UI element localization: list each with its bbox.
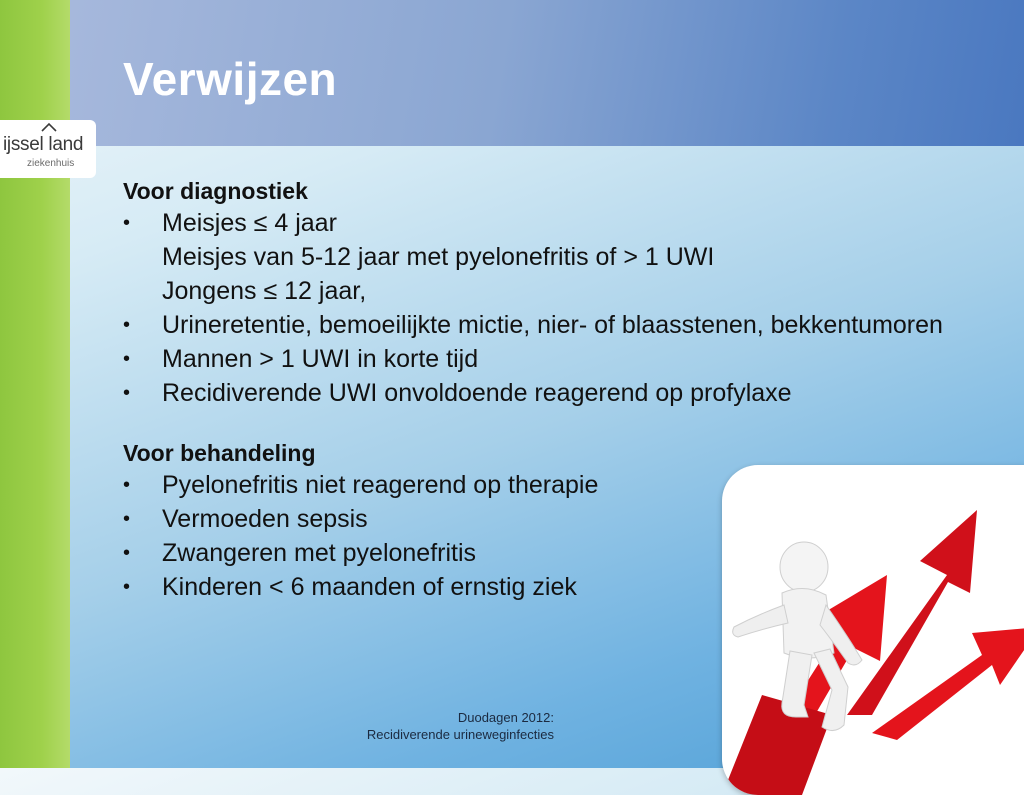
list-item-text: Urineretentie, bemoeilijkte mictie, nier- of blaasstenen, bekkentumoren: [162, 311, 943, 339]
slide-title: Verwijzen: [123, 53, 338, 105]
list-item-text: Meisjes ≤ 4 jaar: [162, 209, 337, 237]
bullet: •: [123, 474, 131, 496]
footer-line-1: Duodagen 2012:: [457, 710, 554, 725]
logo-name: ijssel land: [3, 134, 84, 155]
bullet: •: [123, 314, 131, 336]
bullet: •: [123, 508, 131, 530]
section-heading-diagnostics: Voor diagnostiek: [123, 178, 308, 204]
crossroads-illustration: [722, 465, 1024, 795]
list-item-text: Recidiverende UWI onvoldoende reagerend op profylaxe: [162, 379, 792, 407]
bullet: •: [123, 212, 131, 234]
logo-subtitle: ziekenhuis: [27, 158, 75, 169]
list-item-text: Vermoeden sepsis: [162, 505, 368, 533]
list-item-text: Meisjes van 5-12 jaar met pyelonefritis of > 1 UWI: [162, 243, 715, 271]
list-item-text: Zwangeren met pyelonefritis: [162, 539, 477, 567]
list-item-text: Kinderen < 6 maanden of ernstig ziek: [162, 573, 577, 601]
list-item: [123, 278, 983, 305]
list-item: [123, 312, 983, 339]
slide-footer: [367, 709, 554, 743]
list-item-text: Mannen > 1 UWI in korte tijd: [162, 345, 479, 373]
list-item: [123, 346, 983, 373]
roof-icon: [41, 122, 57, 132]
list-item: [123, 380, 983, 407]
footer-line-2: Recidiverende urineweginfecties: [366, 727, 554, 742]
list-item: [123, 210, 983, 237]
bullet: •: [123, 382, 131, 404]
bullet: •: [123, 348, 131, 370]
section-heading-treatment: Voor behandeling: [123, 440, 316, 466]
list-item-text: Jongens ≤ 12 jaar,: [162, 277, 367, 305]
list-item: [123, 244, 983, 271]
bullet: •: [123, 542, 131, 564]
section-gap: [123, 414, 983, 438]
hospital-logo: [0, 120, 96, 178]
figure-crossroads-arrows-icon: [722, 465, 1024, 795]
bullet: •: [123, 576, 131, 598]
list-item-text: Pyelonefritis niet reagerend op therapie: [162, 471, 599, 499]
side-accent-bar: [0, 0, 70, 768]
